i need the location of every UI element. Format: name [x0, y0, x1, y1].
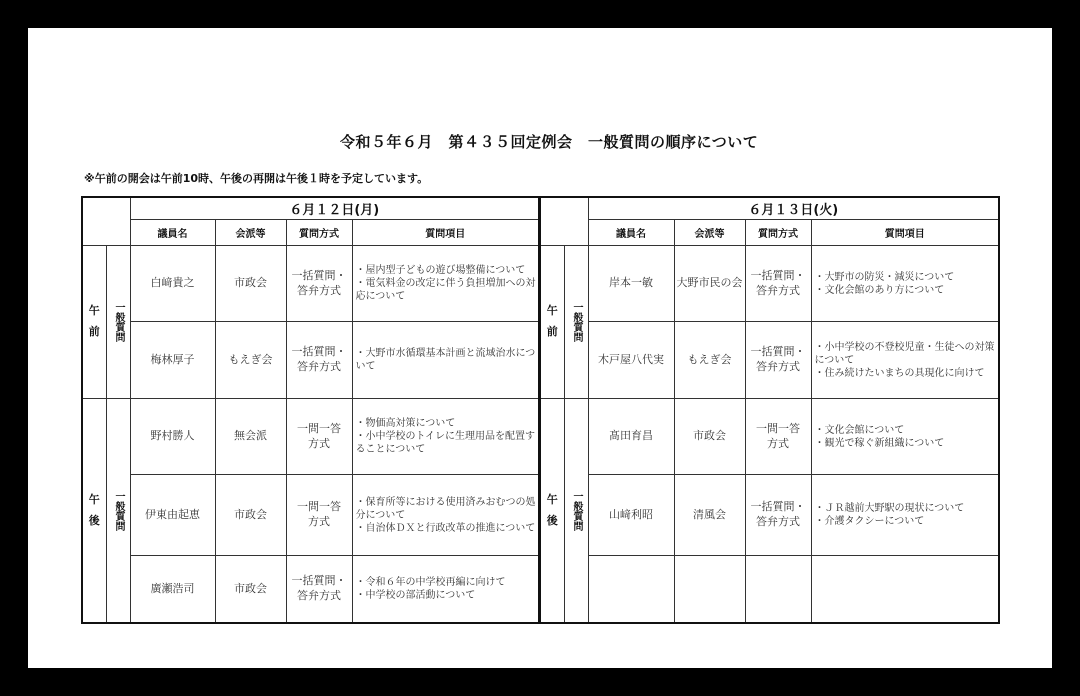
- question-type-cell: [564, 246, 588, 399]
- member-faction: 市政会: [674, 399, 745, 475]
- question-method-empty: [745, 556, 811, 624]
- schedule-note: ※午前の開会は午前10時、午後の再開は午後１時を予定しています。: [84, 172, 429, 185]
- table-row: [540, 246, 999, 322]
- member-name: 廣瀬浩司: [130, 556, 215, 624]
- question-type-cell: [564, 399, 588, 624]
- question-type-cell: [106, 246, 130, 399]
- table-row: [82, 399, 539, 475]
- header-topics: 質問項目: [352, 220, 539, 246]
- schedule-table-day2: [539, 196, 1000, 624]
- member-faction: 市政会: [215, 246, 286, 322]
- table-row: [540, 475, 999, 556]
- member-faction-empty: [674, 556, 745, 624]
- day2-date: ６月１３日(火): [588, 197, 999, 220]
- header-method: 質問方式: [745, 220, 811, 246]
- corner-cell: [82, 197, 130, 246]
- schedule-table-day1: [81, 196, 540, 624]
- question-topics-empty: [811, 556, 999, 624]
- period-pm-label: 午 後: [546, 492, 558, 527]
- question-method: 一括質問・ 答弁方式: [745, 322, 811, 399]
- member-name: 野村勝人: [130, 399, 215, 475]
- day1-date: ６月１２日(月): [130, 197, 539, 220]
- topic-item: ・自治体ＤＸと行政改革の推進について: [355, 522, 536, 534]
- table-row: [540, 556, 999, 624]
- topic-item: ・大野市の防災・減災について: [814, 271, 955, 283]
- table-row: [540, 399, 999, 475]
- question-type-label: 一般質問: [113, 490, 124, 531]
- question-method: 一括質問・ 答弁方式: [745, 246, 811, 322]
- member-name: 山﨑利昭: [588, 475, 674, 556]
- topic-item: ・中学校の部活動について: [355, 590, 476, 601]
- header-name: 議員名: [588, 220, 674, 246]
- question-method: 一問一答 方式: [286, 475, 352, 556]
- header-faction: 会派等: [674, 220, 745, 246]
- topic-item: ・小中学校の不登校児童・生徒への対策について: [814, 341, 995, 366]
- topic-item: ・物価高対策について: [355, 418, 456, 429]
- member-name-empty: [588, 556, 674, 624]
- question-method: 一問一答 方式: [286, 399, 352, 475]
- question-topics: [811, 475, 999, 556]
- period-pm: [540, 399, 564, 624]
- question-topics: [352, 399, 539, 475]
- member-faction: 市政会: [215, 556, 286, 624]
- period-am: [82, 246, 106, 399]
- member-name: 白﨑貴之: [130, 246, 215, 322]
- question-method: 一括質問・ 答弁方式: [286, 322, 352, 399]
- question-topics: [352, 556, 539, 624]
- topic-item: ・保育所等における使用済みおむつの処分について: [355, 496, 536, 521]
- table-row: [82, 556, 539, 624]
- question-method: 一括質問・ 答弁方式: [286, 556, 352, 624]
- question-method: 一括質問・ 答弁方式: [286, 246, 352, 322]
- question-type-cell: [106, 399, 130, 624]
- corner-cell: [540, 197, 588, 246]
- header-method: 質問方式: [286, 220, 352, 246]
- question-topics: [352, 322, 539, 399]
- topic-item: ・介護タクシーについて: [814, 516, 925, 527]
- period-am: [540, 246, 564, 399]
- member-name: 岸本一敏: [588, 246, 674, 322]
- question-topics: [811, 246, 999, 322]
- header-topics: 質問項目: [811, 220, 999, 246]
- table-row: [82, 246, 539, 322]
- question-topics: [352, 246, 539, 322]
- topic-item: ・電気料金の改定に伴う負担増加への対応について: [355, 278, 536, 302]
- member-name: 木戸屋八代実: [588, 322, 674, 399]
- question-type-label: 一般質問: [571, 490, 582, 531]
- member-faction: 大野市民の会: [674, 246, 745, 322]
- member-name: 伊東由起恵: [130, 475, 215, 556]
- topic-item: ・小中学校のトイレに生理用品を配置することについて: [355, 431, 535, 455]
- member-faction: 無会派: [215, 399, 286, 475]
- question-type-label: 一般質問: [113, 302, 124, 342]
- page-title: 令和５年６月 第４３５回定例会 一般質問の順序について: [340, 133, 759, 151]
- table-row: [82, 475, 539, 556]
- topic-item: ・観光で稼ぐ新組織について: [814, 437, 945, 449]
- question-topics: [811, 322, 999, 399]
- topic-item: ・大野市水循環基本計画と流域治水について: [355, 348, 536, 372]
- table-row: [540, 322, 999, 399]
- question-method: 一括質問・ 答弁方式: [745, 475, 811, 556]
- topic-item: ・住み続けたいまちの具現化に向けて: [814, 367, 985, 379]
- header-faction: 会派等: [215, 220, 286, 246]
- period-am-label: 午 前: [88, 304, 100, 338]
- table-row: [82, 322, 539, 399]
- topic-item: ・屋内型子どもの遊び場整備について: [355, 265, 526, 276]
- question-method: 一問一答 方式: [745, 399, 811, 475]
- header-name: 議員名: [130, 220, 215, 246]
- member-faction: 清風会: [674, 475, 745, 556]
- question-topics: [811, 399, 999, 475]
- member-faction: もえぎ会: [674, 322, 745, 399]
- member-faction: 市政会: [215, 475, 286, 556]
- period-pm: [82, 399, 106, 624]
- member-name: 梅林厚子: [130, 322, 215, 399]
- period-pm-label: 午 後: [88, 492, 100, 527]
- period-am-label: 午 前: [546, 304, 558, 338]
- topic-item: ・文化会館について: [814, 424, 905, 436]
- member-faction: もえぎ会: [215, 322, 286, 399]
- question-type-label: 一般質問: [571, 302, 582, 342]
- topic-item: ・ＪＲ越前大野駅の現状について: [814, 503, 965, 514]
- topic-item: ・令和６年の中学校再編に向けて: [355, 577, 506, 588]
- member-name: 髙田育昌: [588, 399, 674, 475]
- question-topics: [352, 475, 539, 556]
- topic-item: ・文化会館のあり方について: [814, 284, 945, 296]
